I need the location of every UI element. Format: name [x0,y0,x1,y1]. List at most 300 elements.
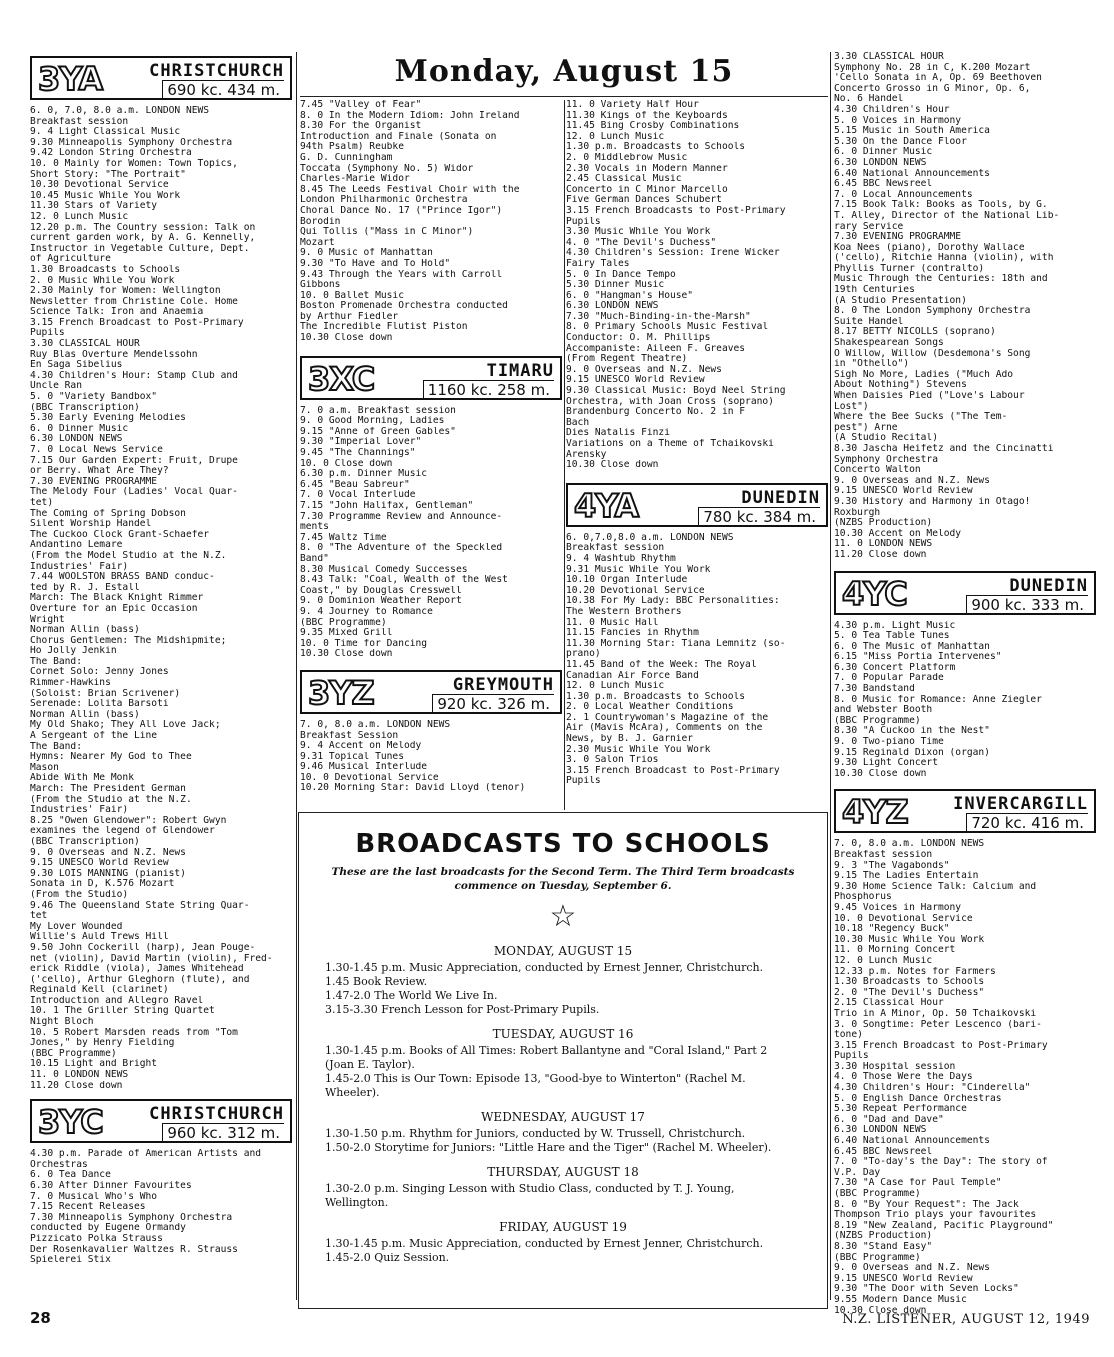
program-line: 12.33 p.m. Notes for Farmers [834,966,996,977]
schools-item: 1.30-1.45 p.m. Music Appreciation, conducted by Ernest Jenner, Christchurch. [325,961,764,974]
program-line: London Philharmonic Orchestra [300,195,468,206]
program-line: A Sergeant of the Line [30,731,158,742]
program-line: 7. 0 Popular Parade [834,673,944,684]
program-line: (A Studio Presentation) [834,295,967,306]
station-city: CHRISTCHURCH [149,1104,284,1125]
program-line: 9.15 UNESCO World Review [834,486,973,497]
station-logo: 4YZ [842,793,908,832]
column-divider [564,100,565,810]
program-line: 4. 0 Those Were the Days [834,1072,973,1083]
schools-item: 1.45-2.0 Quiz Session. [325,1251,450,1264]
program-line: Wright [30,614,65,625]
program-line: ted by R. J. Estall [30,582,140,593]
station-frequency: 780 kc. 384 m. [698,507,820,526]
program-line: Chorus Gentlemen: The Midshipmite; [30,635,227,646]
program-list [30,106,292,1091]
program-line: pest") Arne [834,422,898,433]
program-line: and Webster Booth [834,705,933,716]
program-line: Bach [566,417,590,428]
station-frequency: 900 kc. 333 m. [966,595,1088,614]
program-line: or Berry. What Are They? [30,466,169,477]
program-line: 6.45 BBC Newsreel [834,179,933,190]
program-line: 7.30 "Much-Binding-in-the-Marsh" [566,311,751,322]
station-logo: 3YZ [308,673,374,712]
program-line: 19th Centuries [834,285,915,296]
program-line: 10. 0 Time for Dancing [300,638,428,649]
program-line: Gibbons [300,280,341,291]
station-city: INVERCARGILL [953,794,1088,815]
program-line: 8.17 BETTY NICOLLS (soprano) [834,327,996,338]
program-line: 10.30 Close down [566,460,659,471]
program-line: (BBC Transcription) [30,402,140,413]
program-line: 9.30 "Imperial Lover" [300,437,422,448]
program-line: 7.15 Recent Releases [30,1202,146,1213]
program-line: current garden work, by A. G. Kennelly, [30,233,256,244]
program-line: Conductor: O. M. Phillips [566,333,711,344]
station-frequency: 920 kc. 326 m. [432,694,554,713]
program-line: G. D. Cunningham [300,152,393,163]
program-line: 7.30 EVENING PROGRAMME [30,476,158,487]
program-line: 1.30 Broadcasts to Schools [834,977,985,988]
program-line: Breakfast session [834,850,933,860]
program-line: 11.30 Morning Star: Tiana Lemnitz (so- [566,638,786,649]
program-line: 8. 0 In the Modern Idiom: John Ireland [300,110,520,121]
program-line: 8. 0 "By Your Request": The Jack [834,1199,1019,1210]
program-line: 6.40 National Announcements [834,168,990,179]
program-line: Instructor in Vegetable Culture, Dept. [30,243,250,254]
schools-schedule [299,944,827,1265]
program-line: 6.30 Concert Platform [834,662,956,673]
program-line: 8. 0 The London Symphony Orchestra [834,306,1031,317]
program-line: 9.15 UNESCO World Review [566,375,705,386]
program-line: 10.30 Devotional Service [30,180,169,191]
program-line: 6. 0 "Hangman's House" [566,290,694,301]
program-line: 7. 0 a.m. Breakfast session [300,405,456,416]
program-line: Serenade: Lolita Barsoti [30,699,169,710]
program-line: 7.30 EVENING PROGRAMME [834,232,962,243]
program-line: 9. 0 Overseas and N.Z. News [834,1263,990,1274]
schools-item: 3.15-3.30 French Lesson for Post-Primary Pupils. [325,1003,600,1016]
program-line: 4.30 p.m. Parade of American Artists and [30,1149,262,1160]
program-line: 7.15 "John Halifax, Gentleman" [300,501,474,511]
publication-line: N.Z. LISTENER, AUGUST 12, 1949 [842,1312,1090,1327]
program-line: Rimmer-Hawkins [30,678,111,689]
program-line: 8.25 "Owen Glendower": Robert Gwyn [30,815,227,826]
program-line: Introduction and Finale (Sonata on [300,131,497,142]
program-line: March: The Black Knight Rimmer [30,593,204,604]
program-line: 3.15 French Broadcast to Post-Primary [566,765,780,776]
program-list [834,621,1096,780]
program-line: 6.45 BBC Newsreel [834,1146,933,1157]
program-line: 5.30 Early Evening Melodies [30,413,186,424]
program-line: 6. 0 Tea Dance [30,1170,111,1181]
station-logo: 3YC [38,1103,103,1142]
program-line: 11.45 Bing Crosby Combinations [566,121,740,132]
program-line: 10.30 Close down [834,768,927,779]
program-line: 10.45 Music While You Work [30,190,181,201]
program-line: 3.15 French Broadcast to Post-Primary [834,1040,1048,1051]
program-line: Uncle Ran [30,381,82,392]
program-line: 7. 0 Vocal Interlude [300,490,416,501]
program-line: 11. 0 Morning Concert [834,945,956,956]
program-line: (From Regent Theatre) [566,354,688,365]
program-line: Trio in A Minor, Op. 50 Tchaikovski [834,1008,1037,1019]
program-line: 9. 0 Overseas and N.Z. News [834,475,990,486]
station-logo: 3YA [38,60,103,98]
schools-item: 1.30-2.0 p.m. Singing Lesson with Studio Class, conducted by T. J. Young, Wellington. [325,1182,735,1209]
program-line: 6. 0 "Dad and Dave" [834,1114,944,1125]
station-frequency: 720 kc. 416 m. [966,813,1088,832]
program-line: 9.15 "Anne of Green Gables" [300,426,456,437]
program-line: 7.30 Minneapolis Symphony Orchestra [30,1212,233,1223]
program-line: 7. 0, 8.0 a.m. LONDON NEWS [834,839,985,850]
schools-item: 1.30-1.45 p.m. Books of All Times: Robert Ballantyne and "Coral Island," Part 2 (Joan E. Taylor). [325,1044,768,1071]
program-line: 5. 0 Tea Table Tunes [834,631,950,642]
program-line: Brandenburg Concerto No. 2 in F [566,407,746,418]
program-line: erick Riddle (viola), James Whitehead [30,964,244,975]
program-line: 11.30 Kings of the Keyboards [566,110,728,121]
program-line: News, by B. J. Garnier [566,734,694,745]
program-line: 9. 0 Two-piano Time [834,737,944,748]
station-frequency: 1160 kc. 258 m. [423,380,554,399]
program-line: (A Studio Recital) [834,433,938,444]
program-line: 10. 5 Robert Marsden reads from "Tom [30,1027,238,1038]
schools-day-heading: TUESDAY, AUGUST 16 [492,1027,634,1041]
program-line: Boston Promenade Orchestra conducted [300,301,508,312]
program-line: Industries' Fair) [30,805,129,816]
program-line: 9.30 Light Concert [834,758,938,769]
program-line: Der Rosenkavalier Waltzes R. Strauss [30,1244,238,1255]
program-line: Hymns: Nearer My God to Thee [30,752,192,763]
program-line: 8. 0 "The Adventure of the Speckled [300,543,503,554]
program-line: 7.30 Programme Review and Announce- [300,511,503,522]
program-line: 10.30 Music While You Work [834,934,985,945]
program-line: 3.30 Hospital session [834,1061,956,1072]
program-line: conducted by Eugene Ormandy [30,1223,186,1234]
program-line: 2. 0 Middlebrow Music [566,152,688,163]
program-line: 'Cello Sonata in A, Op. 69 Beethoven [834,73,1042,84]
program-line: 10.30 Accent on Melody [834,528,962,539]
program-line: 9.45 "The Channings" [300,448,416,459]
program-line: 9. 4 Washtub Rhythm [566,553,676,564]
program-line: Silent Worship Handel [30,519,152,530]
program-line: My Lover Wounded [30,921,123,932]
program-line: 10.10 Organ Interlude [566,575,688,586]
program-line: Variations on a Theme of Tchaikovski [566,439,774,449]
program-line: 1.30 Broadcasts to Schools [30,264,181,275]
station-box-4ya [566,483,828,527]
program-line: Canadian Air Force Band [566,670,699,681]
program-line: 9.15 The Ladies Entertain [834,871,979,882]
program-line: ments [300,522,329,533]
station-box-3yz [300,670,562,714]
program-line: 3.15 French Broadcast to Post-Primary [30,317,244,328]
program-line: tone) [834,1030,863,1041]
program-line: 9. 0 Overseas and N.Z. News [30,847,186,858]
station-frequency: 690 kc. 434 m. [162,80,284,99]
schools-item: 1.30-1.50 p.m. Rhythm for Juniors, conducted by W. Trussell, Christchurch. [325,1127,746,1140]
program-line: 5. 0 Voices in Harmony [834,115,962,126]
program-line: Coast," by Douglas Cresswell [300,585,462,596]
program-line: Roxburgh [834,507,881,518]
station-city: CHRISTCHURCH [149,61,284,81]
program-line: 6. 0 Dinner Music [834,147,933,158]
program-line: 2. 0 "The Devil's Duchess" [834,987,985,998]
program-line: 10.18 "Regency Buck" [834,924,950,935]
program-line: 10.30 Close down [300,333,393,344]
program-line: (BBC Transcription) [30,836,140,847]
program-line: 5.30 Repeat Performance [834,1104,967,1115]
program-line: The Cuckoo Clock Grant-Schaefer [30,529,210,540]
program-line: examines the legend of Glendower [30,826,215,837]
program-line: Concerto Walton [834,465,921,476]
program-line: The Band: [30,656,82,667]
program-line: in "Othello") [834,359,910,370]
program-line: 7.45 Waltz Time [300,532,387,543]
program-line: Norman Allin (bass) [30,625,140,636]
program-line: 5. 0 English Dance Orchestras [834,1093,1002,1104]
program-line: Borodin [300,216,341,227]
program-line: 3. 0 Songtime: Peter Lescenco (bari- [834,1019,1042,1030]
program-line: 8. 0 Primary Schools Music Festival [566,322,769,333]
schools-day-heading: THURSDAY, AUGUST 18 [487,1165,639,1179]
program-line: 4.30 Children's Session: Irene Wicker [566,248,780,259]
schools-item: 1.30-1.45 p.m. Music Appreciation, conducted by Ernest Jenner, Christchurch. [325,1237,764,1250]
program-line: 9.30 "To Have and To Hold" [300,258,451,269]
program-line: 5. 0 In Dance Tempo [566,269,676,280]
program-line: 6.30 LONDON NEWS [566,301,659,312]
program-line: 10.20 Devotional Service [566,585,705,596]
program-line: 11.30 Stars of Variety [30,201,158,212]
program-line: 6.30 LONDON NEWS [834,157,927,168]
program-line: Breakfast session [30,116,129,127]
program-line: 11. 0 LONDON NEWS [834,539,933,550]
program-line: 3.30 CLASSICAL HOUR [834,52,944,62]
station-frequency: 960 kc. 312 m. [162,1123,284,1142]
program-line: 7.30 Bandstand [834,684,915,695]
program-line: 4.30 Children's Hour: Stamp Club and [30,370,238,381]
station-logo: 4YC [842,574,907,613]
program-line: 9.43 Through the Years with Carroll [300,269,503,280]
program-line: Science Talk: Iron and Anaemia [30,307,204,318]
program-line: Music Through the Centuries: 18th and [834,274,1048,285]
program-line: 9.15 UNESCO World Review [834,1273,973,1284]
program-line: 9.55 Modern Dance Music [834,1294,967,1305]
program-line: 9.31 Music While You Work [566,564,711,575]
program-line: Sonata in D, K.576 Mozart [30,879,175,890]
program-line: Ruy Blas Overture Mendelssohn [30,349,198,360]
program-line: Jones," by Henry Fielding [30,1038,175,1049]
program-line: 7. 0 "To-day's the Day": The story of [834,1157,1048,1168]
station-box-3ya [30,56,292,100]
program-list [834,839,1096,1316]
program-line: by Arthur Fiedler [300,311,399,322]
station-city: DUNEDIN [1009,575,1088,596]
program-line: 11.45 Band of the Week: The Royal [566,659,757,670]
program-line: 6. 0 The Music of Manhattan [834,641,990,652]
station-city: TIMARU [486,360,554,381]
schools-intro: These are the last broadcasts for the Second Term. The Third Term broadcasts commence on Tuesday, September 6. [331,866,795,892]
program-line: Industries' Fair) [30,561,129,572]
program-line: Qui Tollis ("Mass in C Minor") [300,227,474,238]
program-line: 4. 0 "The Devil's Duchess" [566,237,717,248]
program-line: Andantino Lemare [30,540,123,551]
program-line: 10. 0 Devotional Service [300,772,439,783]
program-line: 8.43 Talk: "Coal, Wealth of the West [300,575,508,586]
program-list [300,100,562,344]
program-line: (From the Studio) [30,889,129,900]
program-line: 2. 0 Music While You Work [30,275,175,286]
title-rule [300,96,828,97]
program-line: (BBC Programme) [834,715,921,726]
program-line: Orchestras [30,1159,88,1170]
program-line: 7.15 Our Garden Expert: Fruit, Drupe [30,455,238,466]
schools-title: BROADCASTS TO SCHOOLS [355,829,771,859]
program-line: 94th Psalm) Reubke [300,142,404,153]
program-line: 1.30 p.m. Broadcasts to Schools [566,142,746,153]
program-line: 10.15 Light and Bright [30,1059,158,1070]
program-line: 10. 0 Ballet Music [300,290,404,301]
program-line: 2.45 Classical Music [566,174,682,185]
program-line: ('cello), Ritchie Hanna (violin), with [834,253,1054,264]
program-line: 6.30 After Dinner Favourites [30,1181,192,1191]
program-line: (NZBS Production) [834,518,933,529]
program-line: 6.30 p.m. Dinner Music [300,469,428,480]
program-line: 9. 4 Accent on Melody [300,741,422,752]
program-line: 3. 0 Salon Trios [566,755,659,766]
program-line: Sigh No More, Ladies ("Much Ado [834,369,1014,380]
program-line: Charles-Marie Widor [300,174,410,185]
schools-day-heading: MONDAY, AUGUST 15 [493,944,633,958]
program-list [30,1149,292,1266]
program-line: March: The President German [30,784,186,794]
column-divider [296,52,297,1300]
program-line: Concerto in C Minor Marcello [566,184,728,195]
program-line: 7. 0, 8.0 a.m. LONDON NEWS [300,719,451,730]
program-line: Thompson Trio plays your favourites [834,1210,1037,1221]
program-line: 2.15 Classical Hour [834,998,944,1009]
program-line: Pizzicato Polka Strauss [30,1233,163,1244]
program-line: 11.15 Fancies in Rhythm [566,628,699,639]
program-line: 9. 4 Journey to Romance [300,606,433,617]
station-logo: 4YA [574,486,639,525]
program-line: (BBC Programme) [300,617,387,628]
program-line: 9.15 Reginald Dixon (organ) [834,747,990,758]
program-line: 2.30 Vocals in Modern Manner [566,163,728,174]
star-icon: ☆ [549,899,577,934]
program-line: 9.46 The Queensland State String Quar- [30,900,250,911]
program-line: 7.15 Book Talk: Books as Tools, by G. [834,200,1048,211]
program-line: When Daisies Pied ("Love's Labour [834,391,1025,401]
program-line: 8.45 The Leeds Festival Choir with the [300,184,520,195]
program-line: Spielerei Stix [30,1255,111,1266]
program-line: Air (Mavis McAra), Comments on the [566,723,763,734]
schools-item: 1.47-2.0 The World We Live In. [325,989,498,1002]
program-line: Suite Handel [834,316,904,327]
program-line: Pupils [566,776,601,787]
program-line: Dies Natalis Finzi [566,428,670,439]
program-line: Abide With Me Monk [30,773,134,784]
program-line: 9. 0 Overseas and N.Z. News [566,364,722,375]
program-line: 10. 0 Close down [300,458,393,469]
schools-item: 1.45-2.0 This is Our Town: Episode 13, "Good-bye to Winterton" (Rachel M. Wheeler). [325,1072,746,1099]
program-line: (NZBS Production) [834,1231,933,1242]
program-line: 9.46 Musical Interlude [300,762,428,773]
station-box-4yc [834,571,1096,615]
program-line: 5.15 Music in South America [834,126,990,137]
station-city: GREYMOUTH [452,674,554,695]
program-line: 6.15 "Miss Portia Intervenes" [834,652,1002,663]
program-line: The Incredible Flutist Piston [300,322,468,333]
program-list [566,533,828,787]
schools-day-heading: FRIDAY, AUGUST 19 [499,1220,627,1234]
page-number: 28 [30,1309,51,1327]
program-line: 7. 0 Local Announcements [834,189,973,200]
program-line: 2.30 Music While You Work [566,744,711,755]
station-box-3xc [300,356,562,400]
program-line: 5.30 Dinner Music [566,280,665,291]
program-line: Lost") [834,401,869,412]
program-line: The Western Brothers [566,606,682,617]
program-line: 9.30 Minneapolis Symphony Orchestra [30,137,233,148]
program-line: Mason [30,762,59,773]
program-line: 3.15 French Broadcasts to Post-Primary [566,205,786,216]
program-line: 12.20 p.m. The Country session: Talk on [30,222,256,233]
program-line: 6. 0 Dinner Music [30,423,129,434]
program-line: Phyllis Turner (contralto) [834,263,985,274]
program-line: 8.30 For the Organist [300,121,422,132]
program-line: 12. 0 Lunch Music [30,211,129,222]
broadcasts-to-schools-box [298,812,828,1309]
program-line: 6.30 LONDON NEWS [834,1125,927,1136]
program-line: V.P. Day [834,1167,881,1178]
program-line: Newsletter from Christine Cole. Home [30,296,238,307]
program-line: 7. 0 Musical Who's Who [30,1191,158,1202]
program-line: 9.30 "The Door with Seven Locks" [834,1284,1019,1295]
program-line: 8. 0 Music for Romance: Anne Ziegler [834,694,1042,705]
program-list [834,52,1096,561]
program-line: 1.30 p.m. Broadcasts to Schools [566,691,746,702]
program-line: tet) [30,497,54,508]
program-line: 5.30 On the Dance Floor [834,136,967,147]
program-line: 8.19 "New Zealand, Pacific Playground" [834,1220,1054,1231]
program-line: Willie's Auld Trews Hill [30,932,169,943]
program-line: 9.45 Voices in Harmony [834,902,962,913]
program-line: 10. 0 Devotional Service [834,913,973,924]
program-line: The Coming of Spring Dobson [30,508,186,519]
program-line: T. Alley, Director of the National Lib- [834,210,1060,221]
program-line: 10. 0 Mainly for Women: Town Topics, [30,158,238,169]
program-line: 6.45 "Beau Sabreur" [300,479,410,490]
program-line: 4.30 p.m. Light Music [834,620,956,631]
program-line: Ho Jolly Jenkin [30,646,117,657]
station-box-3yc [30,1099,292,1143]
program-line: The Band: [30,741,82,752]
program-line: Breakfast Session [300,730,399,741]
program-line: Norman Allin (bass) [30,709,140,720]
program-line: (BBC Programme) [30,1048,117,1059]
program-line: Breakfast session [566,543,665,554]
column-3 [566,100,828,787]
program-line: 8.30 "Stand Easy" [834,1241,933,1252]
program-line: 9.50 John Cockerill (harp), Jean Pouge- [30,942,256,953]
program-line: Where the Bee Sucks ("The Tem- [834,412,1008,423]
program-line: net (violin), David Martin (violin), Fred- [30,953,273,964]
program-line: My Old Shako; They All Love Jack; [30,720,221,731]
program-line: Overture for an Epic Occasion [30,603,198,614]
column-4 [834,52,1096,1316]
program-line: Shakespearean Songs [834,338,944,349]
